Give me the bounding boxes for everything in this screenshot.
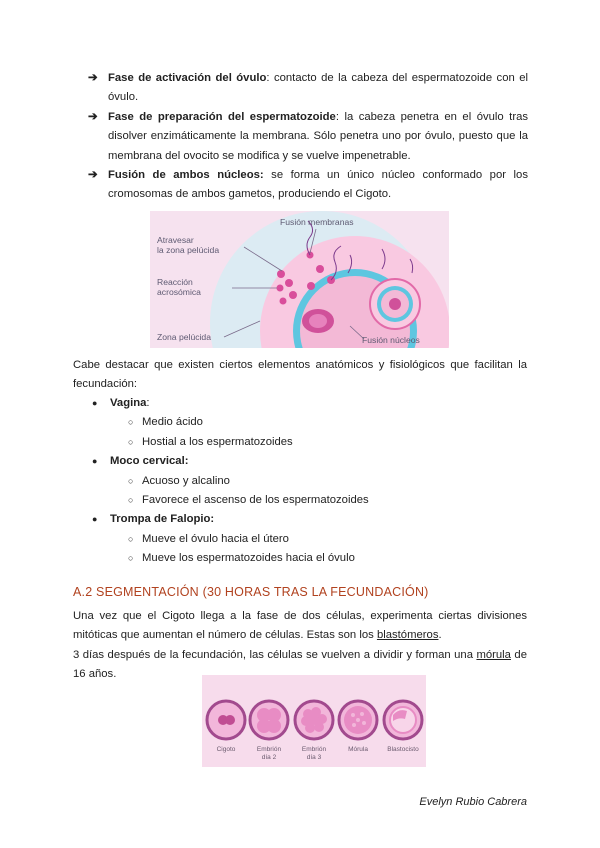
intro-paragraph: Cabe destacar que existen ciertos elementos anatómicos y fisiológicos que facilitan la fecundación: [73, 359, 527, 391]
stage-blastocyst [384, 701, 422, 739]
label-zona-pelucida: Zona pelúcida [157, 332, 211, 342]
stage-label: Embrión [301, 746, 327, 753]
arrow-icon: ➔ [88, 72, 98, 84]
stage-morula [339, 701, 377, 739]
label-fusion-membranas: Fusión membranas [280, 217, 354, 227]
arrow-icon: ➔ [88, 110, 98, 123]
stage-label: Embrión [256, 746, 282, 753]
segmentation-diagram [202, 675, 426, 767]
label-zona-pelucida-top: la zona pelúcida [157, 245, 220, 255]
section-heading: A.2 SEGMENTACIÓN (30 HORAS TRAS LA FECUNDACIÓN) [73, 585, 429, 599]
morula-term: mórula [476, 649, 511, 661]
blastomeros-term: blastómeros [376, 629, 439, 642]
circle-bullet-icon: ○ [128, 495, 134, 506]
sub-list-item: ○ Hostial a los espermatozoides [90, 433, 510, 452]
label-fusion-nucleos: Fusión núcleos [362, 335, 420, 345]
list-item: ● Trompa de Falopio: [90, 510, 510, 529]
stage-sublabel: día 2 [261, 754, 277, 761]
circle-bullet-icon: ○ [128, 436, 134, 447]
arrow-icon: ➔ [88, 169, 98, 182]
fertilization-phases-list [88, 69, 528, 205]
label-reaccion: Reacción [157, 277, 193, 287]
label-atravesar: Atravesar [157, 235, 194, 245]
circle-bullet-icon: ○ [128, 475, 134, 486]
sub-list-item: ○ Acuoso y alcalino [90, 472, 510, 491]
sub-list-item: ○ Mueve los espermatozoides hacia el óvulo [90, 549, 510, 568]
segmentation-paragraph-1: Una vez que el Cigoto llega a la fase de dos células, experimenta ciertas divisiones mitóticas que aumentan el número de células. Estas son los blastómeros. [73, 610, 527, 642]
circle-bullet-icon: ○ [128, 533, 134, 544]
bullet-icon: ● [92, 398, 98, 408]
anatomic-elements-list [90, 394, 510, 569]
stage-sublabel: día 3 [306, 754, 322, 761]
stage-label: Mórula [348, 746, 368, 753]
stage-embryo-day2 [250, 701, 288, 739]
sub-list-item: ○ Mueve el óvulo hacia el útero [90, 530, 510, 549]
author-footer: Evelyn Rubio Cabrera [419, 796, 527, 808]
list-item: ● Vagina: [90, 394, 510, 413]
circle-bullet-icon: ○ [128, 553, 134, 564]
sub-list-item: ○ Favorece el ascenso de los espermatozoides [90, 491, 510, 510]
label-acrosomica: acrosómica [157, 287, 201, 297]
stage-label: Blastocisto [387, 746, 419, 753]
segmentation-paragraph-2: 3 días después de la fecundación, las células se vuelven a dividir y forman una mórula de 16 años. [73, 649, 527, 681]
phase-item: ➔ Fase de preparación del espermatozoide: la cabeza penetra en el óvulo tras disolver enzimáticamente la membrana. Sólo penetra uno por óvulo, puesto que la membrana del ovocito se modifica y se vuelve impenetrable. [88, 108, 528, 166]
circle-bullet-icon: ○ [128, 417, 134, 428]
stage-label: Cigoto [216, 746, 236, 753]
bullet-icon: ● [92, 456, 98, 467]
sub-list-item: ○ Medio ácido [90, 413, 510, 432]
phase-item: ➔ Fusión de ambos núcleos: se forma un único núcleo conformado por los cromosomas de ambos gametos, produciendo el Cigoto. [88, 166, 528, 205]
list-item: ● Moco cervical: [90, 452, 510, 471]
stage-embryo-day3 [295, 701, 333, 739]
stage-cigoto [207, 701, 245, 739]
bullet-icon: ● [92, 514, 98, 525]
phase-item: ➔ Fase de activación del óvulo: contacto de la cabeza del espermatozoide con el óvulo. [88, 69, 528, 108]
fertilization-diagram [150, 211, 449, 348]
